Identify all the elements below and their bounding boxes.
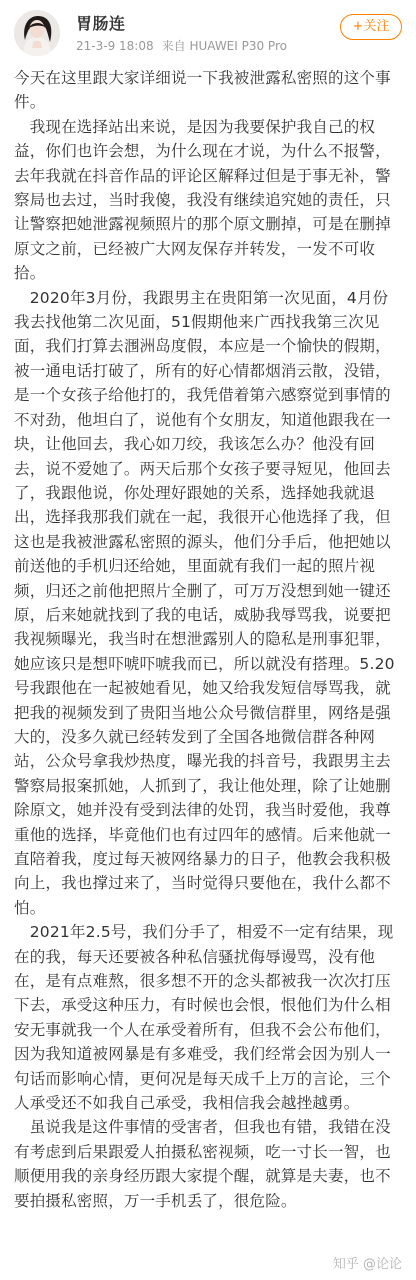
post-paragraph: 2021年2.5号，我们分手了，相爱不一定有结果，现在的我，每天还要被各种私信骚扰侮辱谩骂，没有他在，是有点难熬，很多想不开的念头都被我一次次打压下去，承受这种压力，有时候也会恨，恨他们为什么相安无事就我一个人在承受着所有，但我不会公布他们，因为我知道被网暴是有多难受，我们经常会因为别人一句话而影响心情，更何况是每天成千上万的言论，三个人承受还不如我自己承受，我相信我会越挫越勇。 bbox=[14, 923, 394, 1113]
avatar[interactable] bbox=[14, 10, 60, 56]
post-paragraph: 今天在这里跟大家详细说一下我被泄露私密照的这个事件。 bbox=[14, 69, 391, 112]
post-header bbox=[0, 0, 416, 62]
post-paragraph: 虽说我是这件事情的受害者，但我也有错，我错在没有考虑到后果跟爱人拍摄私密视频，吃一寸长一智，也顺便用我的亲身经历跟大家提个醒，就算是夫妻，也不要拍摄私密照，万一手机丢了，很危险。 bbox=[14, 1118, 391, 1210]
post-body bbox=[14, 66, 404, 1213]
zhihu-watermark: 知乎 @论论 bbox=[332, 1257, 402, 1272]
post-paragraph: 2020年3月份，我跟男主在贵阳第一次见面，4月份我去找他第二次见面，51假期他来广西找我第三次见面，我们打算去涠洲岛度假，本应是一个愉快的假期，被一通电话打破了，所有的好心情都烟消云散，没错，是一个女孩子给他打的，我凭借着第六感察觉到事情的不对劲，他坦白了，说他有个女朋友，知道他跟我在一块，让他回去，我心如刀绞，我该怎么办？他没有回去，说不爱她了。两天后那个女孩子要寻短见，他回去了，我跟他说，你处理好跟她的关系，选择她我就退出，选择我那我们就在一起，我很开心他选择了我，但这也是我被泄露私密照的源头，他们分手后，他把她以前送他的手机归还给她，里面就有我们一起的照片视频，归还之前他把照片全删了，可万万没想到她一键还原，后来她就找到了我的电话，威胁我辱骂我，说要把我视频曝光，我当时在想泄露别人的隐私是刑事犯罪，她应该只是想吓唬吓唬我而已，所以就没有搭理。5.20号我跟他在一起被她看见，她又给我发短信辱骂我，就把我的视频发到了贵阳当地公众号微信群里，网络是强大的，没多久就已经转发到了全国各地微信群各种网站，公众号拿我炒热度，曝光我的抖音号，我跟男主去警察局报案抓她，人抓到了，我让他处理，除了让她删除原文，她并没有受到法律的处罚，我当时爱他，我尊重他的选择，毕竟他们也有过四年的感情。后来他就一直陪着我，度过每天被网络暴力的日子，他教会我积极向上，我也撑过来了，当时觉得只要他在，我什么都不怕。 bbox=[14, 288, 395, 917]
post-device: HUAWEI P30 Pro bbox=[189, 39, 287, 53]
follow-button[interactable]: +关注 bbox=[340, 14, 402, 40]
post-paragraph: 我现在选择站出来说，是因为我要保护我自己的权益，你们也许会想，为什么现在才说，为什么不报警，去年我就在抖音作品的评论区解释过但是于事无补，警察局也去过，当时我傻，我没有继续追究她的责任，只让警察把她泄露视频照片的那个原文删掉，可是在删掉原文之前，已经被广大网友保存并转发，一发不可收拾。 bbox=[14, 117, 391, 283]
avatar-photo-icon bbox=[14, 10, 60, 56]
post-timestamp: 21-3-9 18:08 bbox=[76, 39, 154, 53]
post-source-prefix: 来自 bbox=[161, 39, 186, 53]
post-meta bbox=[76, 37, 287, 54]
author-name[interactable]: 胃肠连 bbox=[76, 14, 126, 33]
